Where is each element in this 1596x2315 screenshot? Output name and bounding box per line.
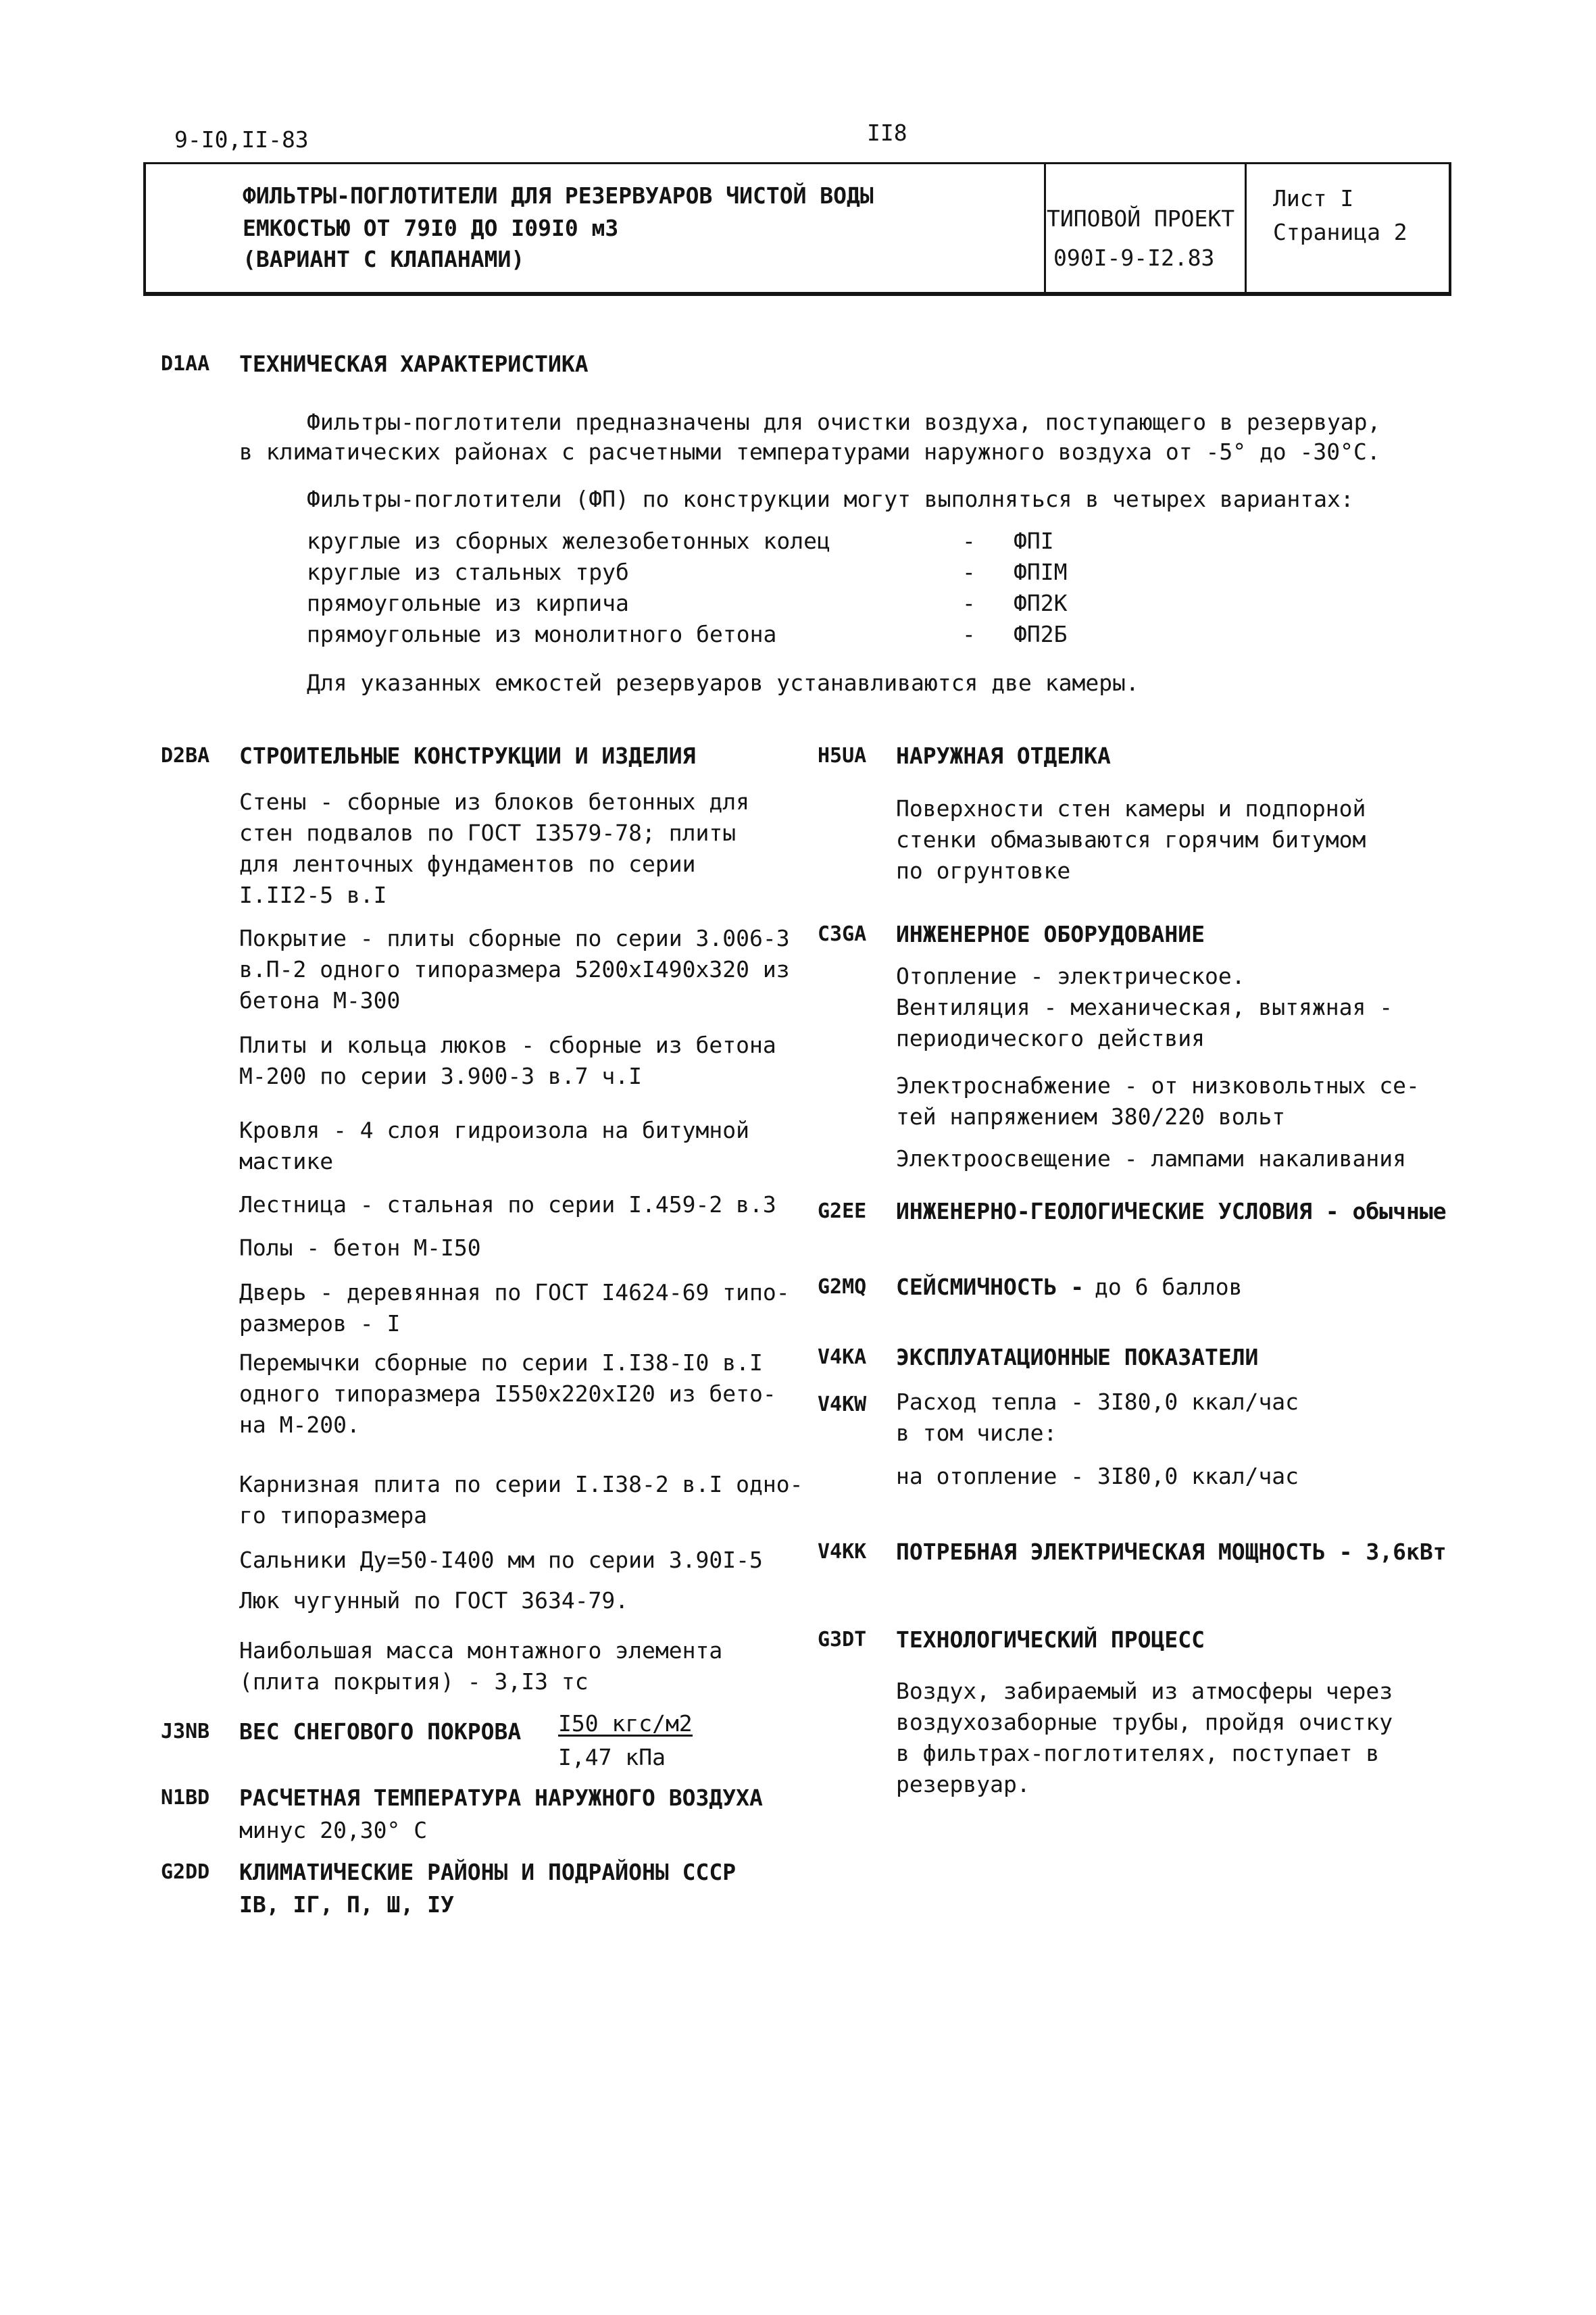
variant-code: ФПIМ [1014,559,1068,585]
section-heading-seismicity: СЕЙСМИЧНОСТЬ - [896,1274,1084,1300]
power-supply-line-2: тей напряжением 380/220 вольт [896,1103,1286,1130]
ventilation-line-1: Вентиляция - механическая, вытяжная - [896,994,1393,1020]
construction-line: М-200 по серии 3.900-3 в.7 ч.I [239,1063,643,1089]
seismicity-value: до 6 баллов [1095,1274,1243,1300]
construction-line: Лестница - стальная по серии I.459-2 в.3 [239,1191,776,1218]
process-line: в фильтрах-поглотителях, поступает в [896,1740,1380,1766]
process-line: воздухозаборные трубы, пройдя очистку [896,1709,1393,1735]
title-block [143,162,1451,296]
section-heading-snow-load: ВЕС СНЕГОВОГО ПОКРОВА [239,1718,522,1745]
construction-line: для ленточных фундаментов по серии [239,851,696,877]
construction-line: Дверь - деревянная по ГОСТ I4624-69 типо- [239,1279,790,1305]
page-number: II8 [867,120,907,146]
section-code-c3ga: C3GA [818,922,867,946]
section-code-d2ba: D2BA [161,744,210,768]
construction-line: стен подвалов по ГОСТ I3579-78; плиты [239,820,737,846]
variant-name: круглые из стальных труб [307,559,629,585]
title-line-3: (ВАРИАНТ С КЛАПАНАМИ) [243,246,525,272]
variant-dash: - [962,559,976,585]
construction-line: в.П-2 одного типоразмера 5200хI490х320 из [239,956,790,982]
construction-line: размеров - I [239,1310,401,1337]
lighting-line: Электроосвещение - лампами накаливания [896,1145,1406,1172]
power-supply-line-1: Электроснабжение - от низковольтных се- [896,1072,1420,1099]
construction-line: (плита покрытия) - 3,I3 тс [239,1668,589,1695]
construction-line: го типоразмера [239,1502,428,1528]
section-code-g2mq: G2MQ [818,1275,867,1299]
snow-load-kpa: I,47 кПа [558,1744,666,1770]
section-heading-tech: ТЕХНИЧЕСКАЯ ХАРАКТЕРИСТИКА [239,351,589,377]
section-code-h5ua: H5UA [818,744,867,768]
construction-line: Полы - бетон М-I50 [239,1235,481,1261]
tech-paragraph-2: Фильтры-поглотители (ФП) по конструкции могут выполняться в четырех вариантах: [307,486,1354,512]
tech-paragraph-3: Для указанных емкостей резервуаров устанавливаются две камеры. [307,670,1139,696]
construction-line: Наибольшая масса монтажного элемента [239,1637,723,1664]
section-heading-temperature: РАСЧЕТНАЯ ТЕМПЕРАТУРА НАРУЖНОГО ВОЗДУХА [239,1785,763,1811]
section-heading-exterior-finish: НАРУЖНАЯ ОТДЕЛКА [896,743,1111,769]
ventilation-line-2: периодического действия [896,1025,1205,1051]
variant-code: ФП2Б [1014,621,1068,647]
project-number: 090I-9-I2.83 [1053,245,1215,271]
exterior-finish-line: стенки обмазываются горячим битумом [896,826,1366,853]
tech-paragraph-1-line-1: Фильтры-поглотители предназначены для очистки воздуха, поступающего в резервуар, [307,409,1381,435]
construction-line: Люк чугунный по ГОСТ 3634-79. [239,1587,629,1614]
construction-line: I.II2-5 в.I [239,882,387,908]
variant-name: круглые из сборных железобетонных колец [307,528,830,554]
section-code-g2ee: G2EE [818,1199,867,1223]
construction-line: мастике [239,1148,334,1174]
process-line: резервуар. [896,1771,1030,1797]
construction-line: Кровля - 4 слоя гидроизола на битумной [239,1117,749,1143]
section-code-g2dd: G2DD [161,1860,210,1884]
construction-line: Плиты и кольца люков - сборные из бетона [239,1032,776,1058]
heating-consumption-line: на отопление - 3I80,0 ккал/час [896,1463,1299,1489]
heating-line: Отопление - электрическое. [896,963,1245,989]
section-heading-electric-power: ПОТРЕБНАЯ ЭЛЕКТРИЧЕСКАЯ МОЩНОСТЬ - 3,6кВт [896,1539,1447,1565]
variant-code: ФП2К [1014,590,1068,616]
title-line-2: ЕМКОСТЬЮ ОТ 79I0 ДО I09I0 м3 [243,215,619,241]
temperature-value: минус 20,30° С [239,1817,428,1843]
section-code-v4ka: V4KA [818,1345,867,1369]
construction-line: Перемычки сборные по серии I.I38-I0 в.I [239,1349,763,1376]
section-code-n1bd: N1BD [161,1786,210,1810]
section-code-d1aa: D1AA [161,352,210,376]
variant-dash: - [962,590,976,616]
section-heading-geology: ИНЖЕНЕРНО-ГЕОЛОГИЧЕСКИЕ УСЛОВИЯ - обычные [896,1198,1447,1224]
section-code-v4kw: V4KW [818,1393,867,1416]
variant-code: ФПI [1014,528,1054,554]
section-heading-construction: СТРОИТЕЛЬНЫЕ КОНСТРУКЦИИ И ИЗДЕЛИЯ [239,743,696,769]
section-heading-engineering-equipment: ИНЖЕНЕРНОЕ ОБОРУДОВАНИЕ [896,921,1205,947]
section-code-j3nb: J3NB [161,1720,210,1743]
project-label: ТИПОВОЙ ПРОЕКТ [1047,205,1235,232]
climate-regions-value: IВ, IГ, П, Ш, IУ [239,1891,454,1918]
title-line-1: ФИЛЬТРЫ-ПОГЛОТИТЕЛИ ДЛЯ РЕЗЕРВУАРОВ ЧИСТОЙ ВОДЫ [243,182,874,209]
construction-line: бетона М-300 [239,987,401,1014]
construction-line: Карнизная плита по серии I.I38-2 в.I одно- [239,1471,803,1497]
section-code-g3dt: G3DT [818,1628,867,1651]
process-line: Воздух, забираемый из атмосферы через [896,1678,1393,1704]
section-heading-technological-process: ТЕХНОЛОГИЧЕСКИЙ ПРОЦЕСС [896,1626,1205,1653]
tech-paragraph-1-line-2: в климатических районах с расчетными температурами наружного воздуха от -5° до -30°С. [239,439,1380,465]
heat-consumption-line: Расход тепла - 3I80,0 ккал/час [896,1389,1299,1415]
construction-line: одного типоразмера I550х220хI20 из бето- [239,1380,776,1407]
snow-load-kgs: I50 кгс/м2 [558,1710,693,1737]
page-label: Страница 2 [1273,219,1407,245]
exterior-finish-line: Поверхности стен камеры и подпорной [896,795,1366,822]
exterior-finish-line: по огрунтовке [896,857,1071,884]
section-heading-climate: КЛИМАТИЧЕСКИЕ РАЙОНЫ И ПОДРАЙОНЫ СССР [239,1859,737,1885]
construction-line: на М-200. [239,1412,360,1438]
including-line: в том числе: [896,1420,1057,1446]
variant-name: прямоугольные из монолитного бетона [307,621,777,647]
construction-line: Стены - сборные из блоков бетонных для [239,789,749,815]
variant-dash: - [962,528,976,554]
construction-line: Покрытие - плиты сборные по серии 3.006-3 [239,925,790,951]
construction-line: Сальники Ду=50-I400 мм по серии 3.90I-5 [239,1547,763,1573]
variant-dash: - [962,621,976,647]
section-code-v4kk: V4KK [818,1540,867,1564]
document-reference: 9-I0,II-83 [174,126,309,153]
variant-name: прямоугольные из кирпича [307,590,629,616]
sheet-label: Лист I [1273,185,1354,211]
section-heading-operating-indicators: ЭКСПЛУАТАЦИОННЫЕ ПОКАЗАТЕЛИ [896,1344,1259,1370]
